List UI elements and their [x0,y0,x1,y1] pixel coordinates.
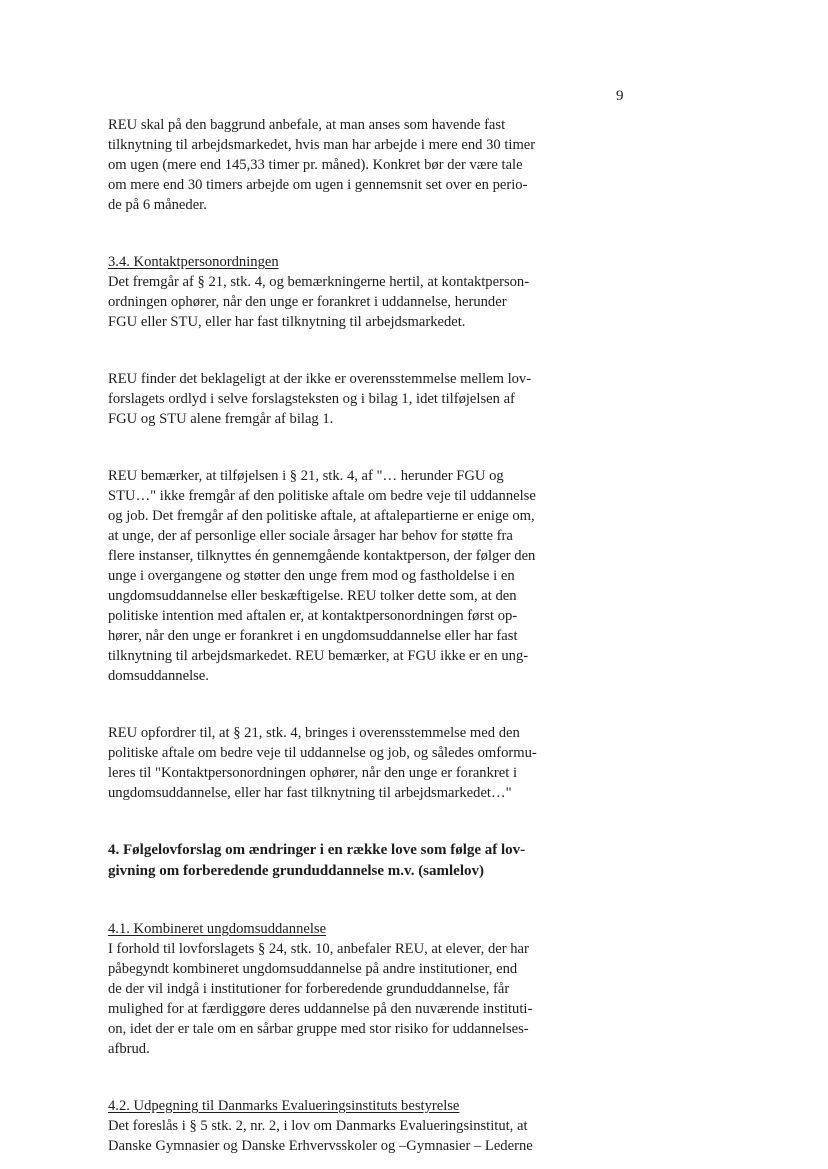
text-line: unge i overgangene og støtter den unge frem mod og fastholdelse i en [108,568,515,584]
text-line: tilknytning til arbejdsmarkedet. REU bemærker, at FGU ikke er en ung- [108,648,529,664]
text-line: hører, når den unge er forankret i en ungdomsuddannelse eller har fast [108,628,518,644]
text-line: politiske aftale om bedre veje til uddannelse og job, og således omformu- [108,745,537,761]
text-line: Det fremgår af § 21, stk. 4, og bemærkningerne hertil, at kontaktperson- [108,274,530,290]
paragraph-overensstemmelse [108,369,560,429]
text-line: politiske intention med aftalen er, at kontaktpersonordningen først op- [108,608,518,624]
text-line: påbegyndt kombineret ungdomsuddannelse på andre institutioner, end [108,961,518,977]
text-line: ordningen ophører, når den unge er forankret i uddannelse, herunder [108,294,507,310]
paragraph-reu-opfordrer [108,723,560,803]
text-line: og job. Det fremgår af den politiske aftale, at aftalepartierne er enige om, [108,508,535,524]
text-line: I forhold til lovforslagets § 24, stk. 10, anbefaler REU, at elever, der har [108,941,529,957]
text-line: FGU og STU alene fremgår af bilag 1. [108,411,334,427]
section-subheading: 4.2. Udpegning til Danmarks Evalueringsinstituts bestyrelse [108,1098,460,1114]
text-line: leres til "Kontaktpersonordningen ophører, når den unge er forankret i [108,765,517,781]
text-line: REU opfordrer til, at § 21, stk. 4, bringes i overensstemmelse med den [108,725,520,741]
paragraph-politisk-aftale [108,466,560,686]
section-subheading: 3.4. Kontaktpersonordningen [108,254,279,270]
heading-line: 4. Følgelovforslag om ændringer i en række love som følge af lov- [108,842,526,858]
text-line: STU…" ikke fremgår af den politiske aftale om bedre veje til uddannelse [108,488,536,504]
text-line: REU bemærker, at tilføjelsen i § 21, stk. 4, af "… herunder FGU og [108,468,504,484]
text-line: de der vil indgå i institutioner for forberedende grunduddannelse, får [108,981,510,997]
text-line: flere instanser, tilknyttes én gennemgående kontaktperson, der følger den [108,548,536,564]
text-line: forslagets ordlyd i selve forslagsteksten og i bilag 1, idet tilføjelsen af [108,391,515,407]
text-line: at unge, der af personlige eller sociale årsager har behov for støtte fra [108,528,513,544]
text-line: REU finder det beklageligt at der ikke er overensstemmelse mellem lov- [108,371,532,387]
section-4-1-kombineret-ungdomsuddannelse [108,919,560,1059]
text-line: Danske Gymnasier og Danske Erhvervsskoler og –Gymnasier – Lederne [108,1138,533,1154]
text-line: om mere end 30 timers arbejde om ugen i gennemsnit set over en perio- [108,177,528,193]
text-line: mulighed for at færdiggøre deres uddannelse på den nuværende instituti- [108,1001,533,1017]
text-line: om ugen (mere end 145,33 timer pr. måned). Konkret bør der være tale [108,157,523,173]
paragraph-reu-anbefaling [108,115,560,215]
text-line: domsuddannelse. [108,668,209,684]
section-subheading: 4.1. Kombineret ungdomsuddannelse [108,921,327,937]
heading-line: givning om forberedende grunduddannelse m.v. (samlelov) [108,863,485,879]
section-4-2-udpegning [108,1096,560,1156]
section-heading-4 [108,840,560,882]
text-line: on, idet der er tale om en sårbar gruppe med stor risiko for uddannelses- [108,1021,529,1037]
text-line: afbrud. [108,1041,150,1057]
text-line: ungdomsuddannelse eller beskæftigelse. REU tolker dette som, at den [108,588,517,604]
text-line: tilknytning til arbejdsmarkedet, hvis man har arbejde i mere end 30 timer [108,137,536,153]
text-line: Det foreslås i § 5 stk. 2, nr. 2, i lov om Danmarks Evalueringsinstitut, at [108,1118,528,1134]
page-number: 9 [616,88,624,104]
text-line: REU skal på den baggrund anbefale, at man anses som havende fast [108,117,506,133]
section-3-4-kontaktpersonordningen [108,252,560,332]
text-line: FGU eller STU, eller har fast tilknytning til arbejdsmarkedet. [108,314,466,330]
text-line: de på 6 måneder. [108,197,207,213]
document-body [108,115,560,1156]
text-line: ungdomsuddannelse, eller har fast tilknytning til arbejdsmarkedet…" [108,785,512,801]
